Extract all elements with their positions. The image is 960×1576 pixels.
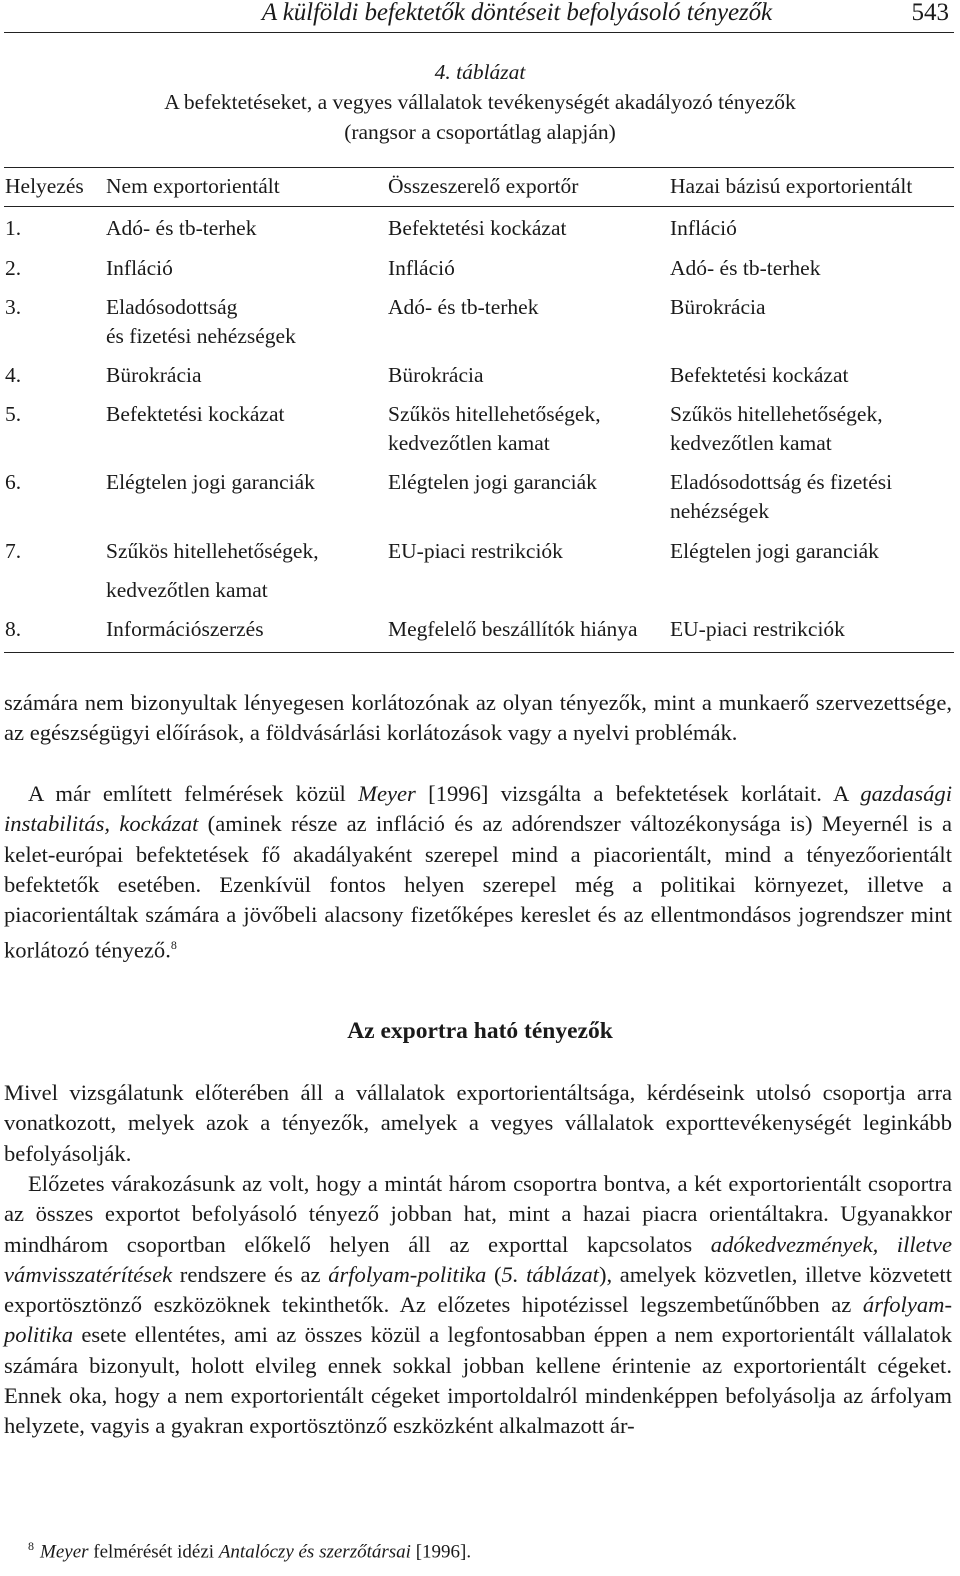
table-cell: Befektetési kockázat [106, 402, 285, 426]
table-cell: Bürokrácia [106, 363, 202, 387]
table-cell: Szűkös hitellehetőségek, [670, 402, 883, 426]
table-cell: Adó- és tb-terhek [106, 216, 257, 240]
table-top-rule [4, 167, 954, 168]
emphasis: adókedvezmények, illetve vámvisszatérítések [4, 1231, 952, 1287]
table-cell-rank: 8. [5, 617, 22, 641]
table-title: A befektetéseket, a vegyes vállalatok tevékenységét akadályozó tényezők [164, 90, 796, 114]
running-title: A külföldi befektetők döntéseit befolyásoló tényezők [261, 0, 772, 26]
table-cell: Adó- és tb-terhek [388, 295, 539, 319]
table-header-rule [4, 206, 954, 207]
footnote-author: Meyer [40, 1541, 89, 1563]
table-cell: Elégtelen jogi garanciák [388, 470, 597, 494]
table-cell-rank: 7. [5, 539, 22, 563]
footnote: $^8$ Meyer felmérését idézi Antalóczy és szerzőtársai [1996]. [28, 1539, 472, 1563]
citation-author: Meyer [358, 781, 416, 806]
emphasis: árfolyam-politika [328, 1261, 487, 1287]
emphasis: árfolyam-politika [4, 1292, 952, 1348]
table-cell-rank: 5. [5, 402, 22, 426]
table-number: 4. táblázat [434, 60, 526, 84]
table-cell: Bürokrácia [670, 295, 766, 319]
table-cell: kedvezőtlen kamat [670, 431, 832, 455]
table-cell: EU-piaci restrikciók [670, 617, 845, 641]
column-header: Összeszerelő exportőr [388, 174, 579, 198]
table-cell: és fizetési nehézségek [106, 324, 296, 348]
table-cell: kedvezőtlen kamat [106, 578, 268, 602]
page-number: 543 [911, 0, 949, 26]
emphasis: gazdasági instabilitás, kockázat [4, 781, 952, 837]
table-cell: Befektetési kockázat [388, 216, 567, 240]
column-header: Hazai bázisú exportorientált [670, 174, 913, 198]
header-rule [4, 32, 954, 33]
table-cell-rank: 6. [5, 470, 22, 494]
table-cell: nehézségek [670, 499, 770, 523]
table-cell: Információszerzés [106, 617, 264, 641]
table-cell: Adó- és tb-terhek [670, 256, 821, 280]
table-cell: Befektetési kockázat [670, 363, 849, 387]
table-subtitle: (rangsor a csoportátlag alapján) [344, 120, 616, 144]
table-cell: Infláció [388, 256, 455, 280]
table-cell-rank: 4. [5, 363, 22, 387]
paragraph: Előzetes várakozásunk az volt, hogy a mintát három csoportra bontva, a két exportorientált csoportra az összes exportot befolyásoló tényező jobban hat, mint a hazai piacra orientáltakra. Ugyanakkor mindhárom csoportban előkelő helyen áll az exporttal kapcsolatos adókedvezmények, illetve vámvisszatérítések rendszere és az árfolyam-politika (5. táblázat), amelyek közvetlen, illetve közvetett exportösztönző eszközöknek tekinthetők. Az előzetes hipotézissel legszembetűnőbben az árfolyam-politika esete ellentétes, ami az összes közül a legfontosabban éppen a nem exportorientált vállalatok számára bizonyult, holott elvileg ennek sokkal jobban kellene érintenie az exportorientált cégeket. Ennek oka, hogy a nem exportorientált cégeket importoldalról mindenképpen befolyásolja az árfolyam helyzete, vagyis a gyakran exportösztönző eszközként alkalmazott ár- [4, 1171, 952, 1439]
running-head [0, 0, 955, 30]
table-cell: Eladósodottság és fizetési [670, 470, 893, 494]
table-reference: 5. táblázat [501, 1261, 599, 1287]
table-cell: Szűkös hitellehetőségek, [106, 539, 319, 563]
table-cell: Elégtelen jogi garanciák [670, 539, 879, 563]
column-header: Nem exportorientált [106, 174, 280, 198]
paragraph: A már említett felmérések közül Meyer [1996] vizsgálta a befektetések korlátait. A gazdasági instabilitás, kockázat (aminek része az infláció és az adórendszer változékonysága is) Meyernél is a kelet-európai befektetések fő akadályaként szerepel mind a piacorientált, mind a tényezőorientált befektetők esetében. Ezenkívül fontos helyen szerepel még a politikai környezet, illetve a piacorientáltak számára a jövőbeli alacsony fizetőképes kereslet és az ellentmondásos jogrendszer mint korlátozó tényező.$^8$ [4, 781, 952, 964]
section-heading: Az exportra ható tényezők [347, 1018, 613, 1044]
table-cell-rank: 2. [5, 256, 22, 280]
table-cell: Elégtelen jogi garanciák [106, 470, 315, 494]
footnote-mark: 8 [28, 1539, 34, 1553]
table-cell: Infláció [670, 216, 737, 240]
footnote-authors: Antalóczy és szerzőtársai [218, 1541, 411, 1563]
table-cell: Megfelelő beszállítók hiánya [388, 617, 638, 641]
paragraph: számára nem bizonyultak lényegesen korlátozónak az olyan tényezők, mint a munkaerő szervezettsége, az egészségügyi előírások, a földvásárlási korlátozások vagy a nyelvi problémák. [4, 690, 952, 746]
table-cell: EU-piaci restrikciók [388, 539, 563, 563]
table-cell: Infláció [106, 256, 173, 280]
table-cell: kedvezőtlen kamat [388, 431, 550, 455]
paragraph: Mivel vizsgálatunk előterében áll a vállalatok exportorientáltsága, kérdéseink utolsó csoportja arra vonatkozott, melyek azok a tényezők, amelyek a vegyes vállalatok exporttevékenységét leginkább befolyásolják. [4, 1080, 952, 1166]
table-cell: Szűkös hitellehetőségek, [388, 402, 601, 426]
table-bottom-rule [4, 652, 954, 653]
table-cell-rank: 3. [5, 295, 22, 319]
table-cell: Bürokrácia [388, 363, 484, 387]
table-cell: Eladósodottság [106, 295, 238, 319]
footnote-reference[interactable]: 8 [170, 938, 177, 953]
table-cell-rank: 1. [5, 216, 22, 240]
column-header: Helyezés [5, 174, 84, 198]
